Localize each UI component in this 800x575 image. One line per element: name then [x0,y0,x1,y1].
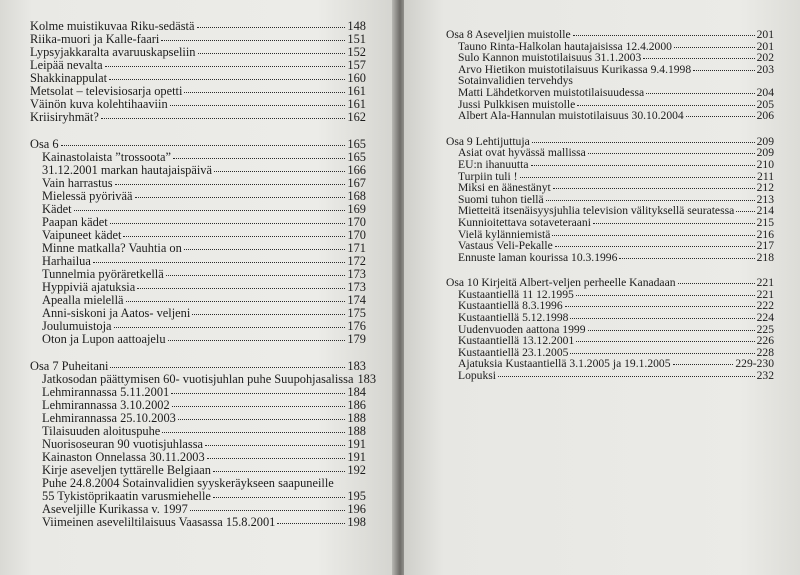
dot-leader [213,471,345,472]
toc-section [446,136,774,264]
dot-leader [673,364,734,365]
toc-entry-title: Tilaisuuden aloituspuhe [42,424,161,438]
toc-entry-page-number: 229-230 [735,357,774,371]
toc-entry-page-number: 213 [756,192,774,206]
dot-leader [101,118,346,119]
dot-leader [686,116,755,117]
toc-entry-page-number: 168 [347,189,366,203]
toc-entry-page-number: 173 [347,267,366,281]
dot-leader [205,445,345,446]
toc-entry-title: Kustaantiellä 5.12.1998 [458,311,569,325]
toc-entry-page-number: 198 [347,515,366,529]
toc-entry [30,190,366,203]
toc-entry-page-number: 172 [347,254,366,268]
toc-entry-title: Miksi en äänestänyt [458,181,551,195]
dot-leader [161,40,345,41]
toc-entry [446,312,774,324]
toc-entry-title: Kustaantiellä 8.3.1996 [458,299,563,313]
toc-entry-page-number: 215 [756,215,774,229]
toc-entry-title: Sotainvalidien tervehdys [458,74,573,88]
dot-leader [172,406,346,407]
dot-leader [213,497,346,498]
dot-leader [126,301,346,302]
toc-entry-page-number: 228 [756,345,774,359]
toc-entry-page-number: 188 [347,424,366,438]
toc-entry-title: Mielessä pyörivää [42,189,133,203]
toc-part-heading [446,29,774,41]
toc-entry-page-number: 170 [347,215,366,229]
toc-entry-page-number: 210 [756,157,774,171]
toc-entry-page-number: 191 [347,437,366,451]
toc-entry-title: Osa 7 Puheitani [30,359,109,373]
toc-entry-page-number: 203 [756,62,774,76]
toc-entry-page-number: 202 [756,51,774,65]
dot-leader [553,188,755,189]
toc-entry-title: Kustaantiellä 11 12.1995 [458,287,574,301]
toc-entry-title: Shakkinappulat [30,71,108,85]
dot-leader [184,92,345,93]
toc-entry-page-number: 212 [756,181,774,195]
toc-entry-title: Lehmirannassa 5.11.2001 [42,385,170,399]
toc-section [30,138,366,346]
toc-entry-page-number: 162 [347,110,366,124]
dot-leader [207,458,346,459]
toc-entry-title: Nuorisoseuran 90 vuotisjuhlassa [42,437,204,451]
dot-leader [565,306,755,307]
toc-entry-page-number: 192 [347,463,366,477]
toc-entry-title: Kustaantiellä 13.12.2001 [458,334,575,348]
dot-leader [576,295,755,296]
toc-entry-title: Metsolat – televisiosarja opetti [30,84,183,98]
toc-entry [446,370,774,382]
toc-entry-page-number: 170 [347,228,366,242]
dot-leader [573,35,755,36]
toc-entry-page-number: 232 [756,369,774,383]
toc-part-heading [30,111,366,124]
toc-entry-title: Minne matkalla? Vauhtia on [42,241,182,255]
toc-entry-page-number: 206 [756,109,774,123]
dot-leader [532,142,755,143]
toc-entry-title: Vielä kylänniemistä [458,227,551,241]
toc-entry-title: EU:n ihanuutta [458,157,529,171]
toc-entry-title: Mietteitä itsenäisyysjuhlia television välityksellä seuratessa [458,204,735,218]
dot-leader [570,353,754,354]
dot-leader [643,58,754,59]
toc-entry-page-number: 191 [347,450,366,464]
toc-section [30,20,366,124]
dot-leader [184,249,346,250]
toc-entry-page-number: 160 [347,71,366,85]
dot-leader [570,318,754,319]
toc-entry-page-number: 174 [347,293,366,307]
dot-leader [162,432,345,433]
dot-leader [197,27,346,28]
toc-entry-page-number: 165 [347,150,366,164]
toc-entry-title: Hyppiviä ajatuksia [42,280,136,294]
toc-entry-title: Turpiin tuli ! [458,169,518,183]
toc-entry-page-number: 211 [757,169,774,183]
right-page [404,0,800,575]
toc-entry-page-number: 222 [756,299,774,313]
dot-leader [588,330,755,331]
toc-entry-title: Paapan kädet [42,215,108,229]
toc-entry-page-number: 148 [347,19,366,33]
toc-entry-page-number: 188 [347,411,366,425]
dot-leader [135,197,346,198]
toc-entry-page-number: 218 [756,250,774,264]
toc-entry [446,182,774,194]
toc-entry-page-number: 201 [756,28,774,41]
toc-entry-page-number: 183 [347,359,366,373]
toc-entry-page-number: 217 [756,239,774,253]
dot-leader [619,258,754,259]
toc-entry-title: Albert Ala-Hannulan muistotilaisuus 30.10.2004 [458,109,684,123]
toc-entry-page-number: 179 [347,332,366,346]
table-of-contents-right [446,29,774,396]
toc-entry-title: Ajatuksia Kustaantiellä 3.1.2005 ja 19.1.2005 [458,357,671,371]
toc-entry-title: 31.12.2001 markan hautajaispäivä [42,163,212,177]
dot-leader [137,288,345,289]
toc-entry-page-number: 171 [347,241,366,255]
dot-leader [171,393,345,394]
toc-section [30,359,377,529]
toc-entry-title: Puhe 24.8.2004 Sotainvalidien syyskeräykseen saapuneille [42,476,334,490]
toc-entry-title: Osa 10 Kirjeitä Albert-veljen perheelle Kanadaan [446,276,676,290]
toc-entry-page-number: 152 [347,45,366,59]
toc-entry-title: Harhailua [42,254,91,268]
toc-entry-title: Aseveljille Kurikassa v. 1997 [42,502,188,516]
toc-entry-title: Kirje aseveljen tyttärelle Belgiaan [42,463,211,477]
toc-entry-page-number: 184 [347,385,366,399]
dot-leader [678,283,755,284]
toc-entry-page-number: 186 [347,398,366,412]
toc-entry-title: Kriisiryhmät? [30,110,99,124]
dot-leader [531,165,755,166]
toc-entry-page-number: 161 [347,97,366,111]
toc-entry-title: Lypsyjakkaralta avaruuskapseliin [30,45,196,59]
toc-entry [30,333,366,346]
dot-leader [115,184,346,185]
toc-entry-title: Ennuste laman kourissa 10.3.1996 [458,250,618,264]
dot-leader [577,105,754,106]
toc-entry [30,516,366,529]
toc-entry-page-number: 221 [756,276,774,290]
toc-entry-title: Asiat ovat hyvässä mallissa [458,146,586,160]
toc-entry-title: Jatkosodan päättymisen 60- vuotisjuhlan puhe Suupohjasalissa [42,372,354,386]
dot-leader [736,211,754,212]
toc-entry-title: Jussi Pulkkisen muistolle [458,97,576,111]
toc-entry-page-number: 151 [347,32,366,46]
toc-entry-title: Anni-siskoni ja Aatos- veljeni [42,306,191,320]
toc-entry-page-number: 225 [756,322,774,336]
toc-entry-title: Kunnioitettava sotaveteraani [458,215,591,229]
toc-entry-page-number: 175 [347,306,366,320]
dot-leader [498,376,755,377]
dot-leader [123,236,345,237]
dot-leader [693,70,754,71]
toc-entry-title: Viimeinen aseveliltilaisuus Vaasassa 15.8.2001 [42,515,276,529]
toc-entry-title: Matti Lähdetkorven muistotilaisuudessa [458,85,645,99]
toc-entry-title: Apealla mielellä [42,293,124,307]
toc-entry-title: Osa 6 [30,137,59,151]
dot-leader [61,145,346,146]
toc-entry-title: Vaipuneet kädet [42,228,122,242]
toc-entry-title: Lehmirannassa 25.10.2003 [42,411,176,425]
toc-entry-page-number: 205 [756,97,774,111]
toc-entry-title: Riika-muori ja Kalle-faari [30,32,160,46]
toc-entry-page-number: 157 [347,58,366,72]
toc-entry-title: Uudenvuoden aattona 1999 [458,322,586,336]
dot-leader [105,66,346,67]
dot-leader [173,158,345,159]
dot-leader [646,93,754,94]
toc-entry-page-number: 214 [756,204,774,218]
dot-leader [546,200,755,201]
toc-entry-title: Vain harrastus [42,176,113,190]
dot-leader [555,246,755,247]
toc-entry-page-number: 201 [756,39,774,53]
toc-entry [446,87,774,99]
toc-entry-page-number: 209 [756,134,774,148]
toc-entry-page-number: 226 [756,334,774,348]
table-of-contents-left [30,19,377,543]
toc-entry-title: Kainaston Onnelassa 30.11.2003 [42,450,205,464]
toc-section [446,277,774,381]
dot-leader [178,419,346,420]
toc-entry [446,217,774,229]
toc-entry-page-number: 176 [347,319,366,333]
toc-entry-page-number: 195 [347,489,366,503]
toc-entry-page-number: 165 [347,137,366,151]
dot-leader [190,510,346,511]
toc-entry-page-number: 224 [756,311,774,325]
toc-entry-title: Suomi tuhon tiellä [458,192,544,206]
toc-entry-title: Kustaantiellä 23.1.2005 [458,345,569,359]
dot-leader [198,53,346,54]
toc-entry-page-number: 173 [347,280,366,294]
toc-entry-title: Kädet [42,202,72,216]
toc-entry-title: Lopuksi [458,369,497,383]
dot-leader [93,262,346,263]
toc-entry-title: Oton ja Lupon aattoajelu [42,332,166,346]
toc-entry-title: Tauno Rinta-Halkolan hautajaisissa 12.4.2000 [458,39,672,53]
dot-leader [674,47,755,48]
toc-entry-title: Tunnelmia pyöräretkellä [42,267,164,281]
toc-entry-page-number: 167 [347,176,366,190]
dot-leader [74,210,346,211]
toc-entry-title: Lehmirannassa 3.10.2002 [42,398,170,412]
toc-entry-page-number: 169 [347,202,366,216]
dot-leader [114,327,346,328]
dot-leader [576,341,754,342]
toc-section [446,29,774,122]
toc-entry-title: Joulumuistoja [42,319,112,333]
dot-leader [110,367,345,368]
dot-leader [520,177,756,178]
toc-entry-page-number: 204 [756,85,774,99]
toc-entry-title: Osa 9 Lehtijuttuja [446,134,530,148]
toc-entry-title: Osa 8 Aseveljien muistolle [446,28,571,41]
dot-leader [588,153,755,154]
toc-entry-page-number: 221 [756,287,774,301]
toc-entry-title: Arvo Hietikon muistotilaisuus Kurikassa 9.4.1998 [458,62,692,76]
toc-entry-title: Väinön kuva kolehtihaaviin [30,97,168,111]
toc-entry-title: Kolme muistikuvaa Riku-sedästä [30,19,195,33]
toc-entry [446,110,774,122]
dot-leader [110,223,346,224]
dot-leader [593,223,755,224]
dot-leader [109,79,345,80]
dot-leader [552,235,754,236]
toc-entry [446,240,774,252]
left-page [0,0,396,575]
toc-entry-title: 55 Tykistöprikaatin varusmiehelle [42,489,211,503]
dot-leader [168,340,346,341]
toc-entry-page-number: 161 [347,84,366,98]
toc-entry [446,159,774,171]
toc-entry-page-number: 196 [347,502,366,516]
toc-entry-title: Kainastolaista ”trossoota” [42,150,172,164]
toc-entry [446,252,774,264]
toc-entry-title: Leipää nevalta [30,58,103,72]
toc-entry-page-number: 183 [357,372,377,386]
dot-leader [214,171,345,172]
toc-entry-title: Vastaus Veli-Pekalle [458,239,553,253]
toc-entry-page-number: 166 [347,163,366,177]
dot-leader [192,314,345,315]
dot-leader [170,105,346,106]
dot-leader [277,523,345,524]
toc-entry-page-number: 216 [756,227,774,241]
dot-leader [166,275,346,276]
toc-entry-page-number: 209 [756,146,774,160]
toc-entry-title: Sulo Kannon muistotilaisuus 31.1.2003 [458,51,642,65]
